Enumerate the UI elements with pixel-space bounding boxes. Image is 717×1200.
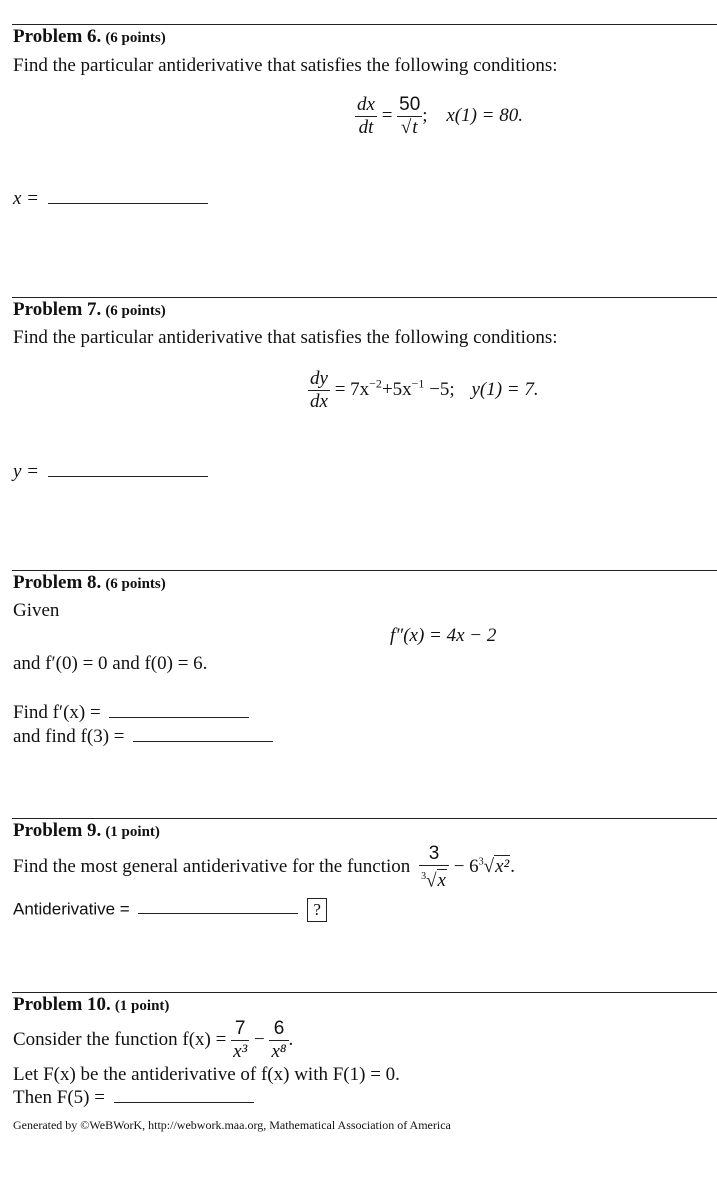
problem-6-points: (6 points) — [105, 30, 166, 46]
find-label: Find f′(x) = — [13, 702, 101, 723]
frac-numerator: 6 — [269, 1018, 288, 1041]
rhs-term-1: = $7x^{-2}$ — [334, 376, 382, 400]
answer-input[interactable] — [114, 1088, 254, 1103]
problem-10-prompt-row — [13, 1018, 293, 1063]
answer-input[interactable] — [138, 899, 298, 914]
problem-6-heading — [13, 26, 166, 48]
problem-9-prompt: Find the most general antiderivative for the function — [13, 856, 411, 878]
problem-10-title: Problem 10. — [13, 994, 111, 1015]
function-fraction — [419, 843, 449, 892]
rhs-term-3: −5; — [429, 378, 455, 400]
function-fraction-1 — [231, 1018, 249, 1063]
find-label: and find f(3) = — [13, 726, 125, 747]
problem-7-title: Problem 7. — [13, 299, 102, 320]
dy-dx-fraction — [308, 368, 330, 413]
period: . — [288, 1028, 294, 1050]
separator: ; — [422, 104, 428, 126]
function-fraction-2 — [269, 1018, 288, 1063]
frac-denominator: dt — [358, 117, 374, 138]
frac-denominator: x⁸ — [271, 1041, 287, 1062]
problem-9-points: (1 point) — [105, 824, 160, 840]
answer-label: y = — [13, 461, 40, 482]
problem-8-given: Given — [13, 600, 60, 621]
answer-input[interactable] — [133, 727, 273, 742]
problem-8-equation: f″(x) = 4x − 2 — [390, 625, 497, 646]
problem-6-equation — [355, 94, 523, 139]
rhs-fraction — [397, 94, 422, 139]
problem-10-points: (1 point) — [114, 998, 170, 1014]
problem-6-title: Problem 6. — [13, 26, 102, 47]
problem-8-points: (6 points) — [105, 576, 166, 592]
answer-label: Then F(5) = — [13, 1087, 105, 1108]
equals-sign: = — [381, 104, 393, 126]
frac-numerator: 3 — [419, 843, 449, 866]
frac-denominator: $^3$√x — [421, 870, 446, 892]
problem-10-prompt: Consider the function f(x) = — [13, 1028, 227, 1050]
problem-8-conditions: and f′(0) = 0 and f(0) = 6. — [13, 653, 208, 674]
problem-6-prompt: Find the particular antiderivative that satisfies the following conditions: — [13, 55, 558, 76]
function-tail: − $6^3√x^2$. — [453, 856, 515, 878]
frac-denominator: dx — [310, 391, 328, 412]
dx-dt-fraction — [355, 94, 377, 139]
frac-numerator: dx — [357, 94, 375, 115]
problem-10-line-2: Let F(x) be the antiderivative of f(x) with F(1) = 0. — [13, 1064, 400, 1085]
footer-credit: Generated by ©WeBWorK, http://webwork.maa.org, Mathematical Association of America — [13, 1118, 451, 1132]
initial-condition: x(1) = 80. — [446, 104, 523, 126]
answer-input[interactable] — [48, 462, 208, 477]
problem-7-answer-row — [13, 461, 208, 483]
problem-8-find-derivative-row — [13, 702, 249, 724]
problem-10-answer-row — [13, 1087, 254, 1109]
problem-10-heading — [13, 994, 169, 1016]
problem-9-title: Problem 9. — [13, 820, 102, 841]
frac-numerator: 7 — [231, 1018, 249, 1041]
problem-9-prompt-row — [13, 843, 515, 892]
frac-denominator: x³ — [233, 1041, 248, 1062]
problem-7-prompt: Find the particular antiderivative that satisfies the following conditions: — [13, 327, 558, 348]
problem-8-title: Problem 8. — [13, 572, 102, 593]
frac-numerator: 50 — [399, 94, 421, 115]
problem-6-divider — [12, 24, 717, 25]
problem-7-equation — [308, 368, 539, 413]
problem-9-divider — [12, 818, 717, 819]
help-button[interactable]: ? — [307, 898, 327, 922]
answer-label: x = — [13, 188, 40, 209]
answer-input[interactable] — [109, 703, 249, 718]
frac-denominator: √t — [400, 117, 418, 138]
rhs-term-2: $+5x^{-1}$ — [381, 376, 425, 400]
answer-label: Antiderivative = — [13, 899, 130, 919]
problem-7-points: (6 points) — [105, 303, 166, 319]
minus-sign: − — [253, 1028, 265, 1050]
problem-7-divider — [12, 297, 717, 298]
problem-8-divider — [12, 570, 717, 571]
problem-9-heading — [13, 820, 160, 842]
problem-6-answer-row — [13, 188, 208, 210]
initial-condition: y(1) = 7. — [471, 378, 539, 400]
problem-9-answer-row — [13, 898, 327, 922]
frac-numerator: dy — [310, 368, 328, 389]
answer-input[interactable] — [48, 189, 208, 204]
problem-8-heading — [13, 572, 166, 594]
problem-7-heading — [13, 299, 166, 321]
problem-8-find-value-row — [13, 726, 273, 748]
problem-10-divider — [12, 992, 717, 993]
